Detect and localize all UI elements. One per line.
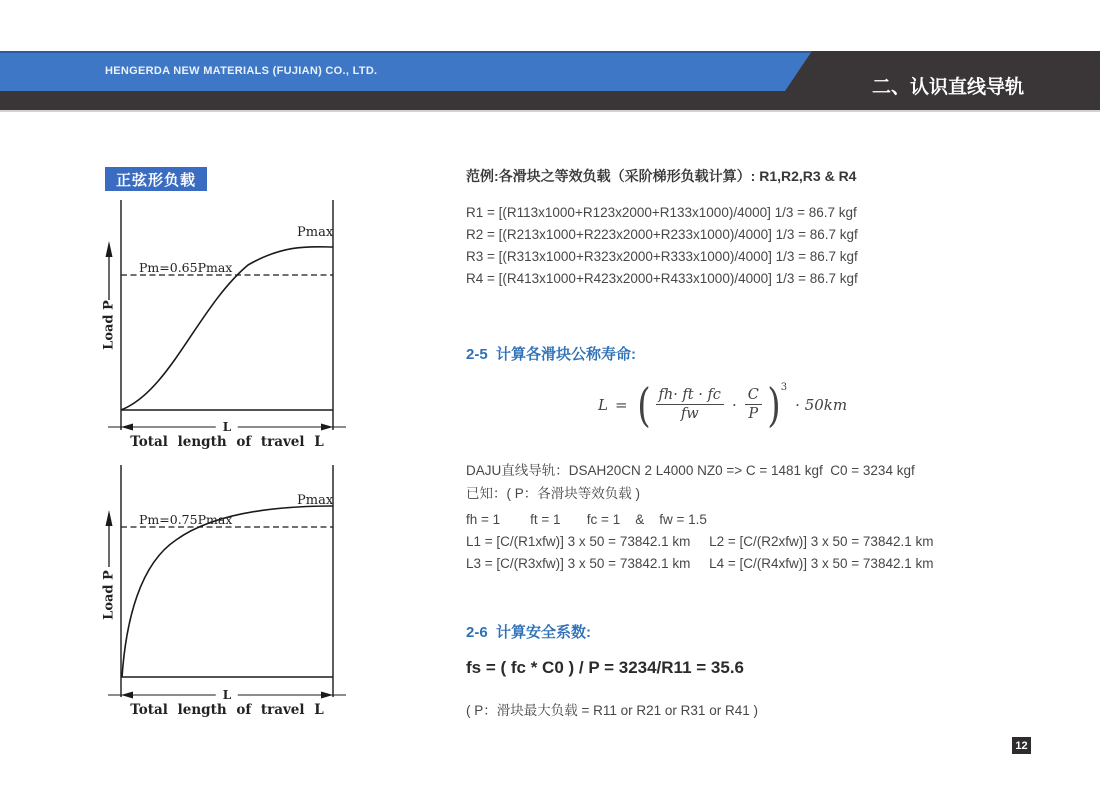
pmax-label: Pmax <box>297 493 334 508</box>
pm-label: Pm=0.65Pmax <box>139 260 233 275</box>
formula-exponent: 3 <box>780 382 788 393</box>
x-axis-label: Total length of travel L <box>130 434 324 450</box>
load-fraction <box>745 386 762 423</box>
life-line-1: L1 = [C/(R1xfw)] 3 x 50 = 73842.1 km L2 = [C/(R2xfw)] 3 x 50 = 73842.1 km <box>466 534 934 549</box>
life-line-2: L3 = [C/(R3xfw)] 3 x 50 = 73842.1 km L4 = [C/(R4xfw)] 3 x 50 = 73842.1 km <box>466 556 934 571</box>
equation-line-r2: R2 = [(R213x1000+R223x2000+R233x1000)/4000] 1/3 = 86.7 kgf <box>466 227 858 242</box>
chart-sine-load <box>100 195 350 457</box>
y-axis-label: Load P <box>101 300 117 350</box>
p-note-line: ( P：滑块最大负载 = R11 or R21 or R31 or R41 ) <box>466 703 758 718</box>
fraction-denominator: fw <box>680 406 699 423</box>
x-axis-label: Total length of travel L <box>130 702 324 718</box>
pm-label: Pm=0.75Pmax <box>139 512 233 527</box>
dimension-label: L <box>216 688 238 702</box>
load-type-label: 正弦形负载 <box>105 167 207 191</box>
fraction-numerator: fh· ft · fc <box>656 386 724 405</box>
formula-equals: = <box>614 395 628 414</box>
equation-line-r3: R3 = [(R313x1000+R323x2000+R333x1000)/4000] 1/3 = 86.7 kgf <box>466 249 858 264</box>
equation-line-r4: R4 = [(R413x1000+R423x2000+R433x1000)/4000] 1/3 = 86.7 kgf <box>466 271 858 286</box>
life-formula: L = ( $\frac{fh\cdot ft \cdot fc}{fw}$ · $\frac{C}{P}$ ) 3 · 50km <box>598 377 848 432</box>
formula-lhs: L <box>598 395 608 414</box>
equation-line-r1: R1 = [(R113x1000+R123x2000+R133x1000)/4000] 1/3 = 86.7 kgf <box>466 205 857 220</box>
section-2-5-heading: 2-5 计算各滑块公称寿命: <box>466 346 637 363</box>
section-2-6-heading: 2-6 计算安全系数: <box>466 624 592 641</box>
factor-fraction <box>656 386 724 423</box>
chart-exp-load <box>100 460 350 722</box>
y-axis-label: Load P <box>101 570 117 620</box>
formula-tail: · 50km <box>795 395 848 414</box>
known-line: 已知：( P：各滑块等效负载 ) <box>466 486 640 501</box>
company-name: HENGERDA NEW MATERIALS (FUJIAN) CO., LTD. <box>105 65 378 77</box>
page-number-badge: 12 <box>1012 737 1031 754</box>
example-heading: 范例:各滑块之等效负载（采阶梯形负载计算）: R1,R2,R3 & R4 <box>466 168 857 184</box>
pmax-label: Pmax <box>297 225 334 240</box>
factor-values-line: fh = 1 ft = 1 fc = 1 & fw = 1.5 <box>466 512 707 527</box>
fraction-denominator: P <box>748 406 759 423</box>
rail-spec-line: DAJU直线导轨：DSAH20CN 2 L4000 NZ0 => C = 1481 kgf C0 = 3234 kgf <box>466 463 915 478</box>
safety-factor-line: fs = ( fc * C0 ) / P = 3234/R11 = 35.6 <box>466 658 744 677</box>
dimension-label: L <box>216 420 238 434</box>
multiply-dot: · <box>731 395 737 414</box>
fraction-numerator: C <box>745 386 762 405</box>
section-title: 二、认识直线导轨 <box>872 77 1025 98</box>
